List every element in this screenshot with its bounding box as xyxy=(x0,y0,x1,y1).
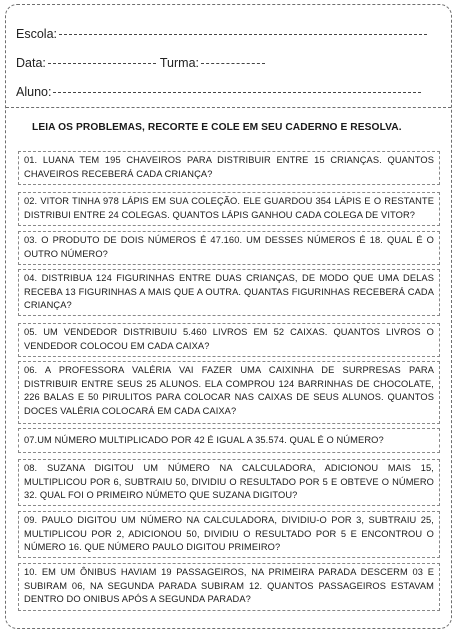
problem-06: 06. A PROFESSORA VALÉRIA VAI FAZER UMA CAIXINHA DE SURPRESAS PARA DISTRIBUIR ENTRE SEUS 25 ALUNOS. ELA COMPROU 124 BARRINHAS DE CHOCOLATE, 226 BALAS E 50 PIRULITOS PARA COLOCAR NAS CAIXAS DE SEUS ALUNOS. QUANTOS DOCES VALÉRIA COLOCARÁ EM CADA CAIXA? xyxy=(18,361,440,424)
problem-10: 10. EM UM ÔNIBUS HAVIAM 19 PASSAGEIROS, NA PRIMEIRA PARADA DESCERM 03 E SUBIRAM 06, NA SEGUNDA PARADA SUBIRAM 12. QUANTOS PASSAGEIROS ESTAVAM DENTRO DO ONIBUS APÓS A SEGUNDA PARADA? xyxy=(18,563,440,611)
student-fill-line xyxy=(53,91,421,93)
instructions-heading: LEIA OS PROBLEMAS, RECORTE E COLE EM SEU CADERNO E RESOLVA. xyxy=(32,122,402,133)
problem-08: 08. SUZANA DIGITOU UM NÚMERO NA CALCULADORA, ADICIONOU MAIS 15, MULTIPLICOU POR 6, SUBTRAIU 50, DIVIDIU O RESULTADO POR 5 E OBTEVE O NÚMERO 32. QUAL FOI O PRIMEIRO NÚMETO QUE SUZANA DIGITOU? xyxy=(18,459,440,506)
problem-07: 07.UM NÚMERO MULTIPLICADO POR 42 É IGUAL A 35.574. QUAL É O NÚMERO? xyxy=(18,428,440,453)
school-field xyxy=(16,27,427,41)
student-field xyxy=(16,85,421,99)
date-label: Data: xyxy=(16,56,46,70)
problem-03: 03. O PRODUTO DE DOIS NÚMEROS É 47.160. UM DESSES NÚMEROS É 18. QUAL É O OUTRO NÚMERO? xyxy=(18,231,440,265)
date-fill-line xyxy=(48,62,156,64)
school-fill-line xyxy=(59,33,427,35)
school-label: Escola: xyxy=(16,27,57,41)
date-class-field xyxy=(16,56,265,70)
class-label: Turma: xyxy=(159,56,200,70)
problem-04: 04. DISTRIBUA 124 FIGURINHAS ENTRE DUAS CRIANÇAS, DE MODO QUE UMA DELAS RECEBA 13 FIGURINHAS A MAIS QUE A OUTRA. QUANTAS FIGURINHAS RECEBERÁ CADA CRIANÇA? xyxy=(18,269,440,316)
problem-02: 02. VITOR TINHA 978 LÁPIS EM SUA COLEÇÃO. ELE GUARDOU 354 LÁPIS E O RESTANTE DISTRIBUI ENTRE 24 COLEGAS. QUANTOS LÁPIS GANHOU CADA COLEGA DE VITOR? xyxy=(18,192,440,226)
problem-01: 01. LUANA TEM 195 CHAVEIROS PARA DISTRIBUIR ENTRE 15 CRIANÇAS. QUANTOS CHAVEIROS RECEBERÁ CADA CRIANÇA? xyxy=(18,151,440,185)
class-fill-line xyxy=(201,62,265,64)
problem-09: 09. PAULO DIGITOU UM NÚMERO NA CALCULADORA, DIVIDIU-O POR 3, SUBTRAIU 25, MULTIPLICOU POR 2, ADICIONOU 50, DIVIDIU O RESULTADO POR 5 E ENCONTROU O NÚMERO 16. QUE NÚMERO PAULO DIGITOU PRIMEIRO? xyxy=(18,511,440,558)
problem-05: 05. UM VENDEDOR DISTRIBUIU 5.460 LIVROS EM 52 CAIXAS. QUANTOS LIVROS O VENDEDOR COLOCOU EM CADA CAIXA? xyxy=(18,323,440,357)
student-label: Aluno: xyxy=(16,85,52,99)
header-separator xyxy=(6,107,451,108)
worksheet-frame xyxy=(5,4,452,629)
